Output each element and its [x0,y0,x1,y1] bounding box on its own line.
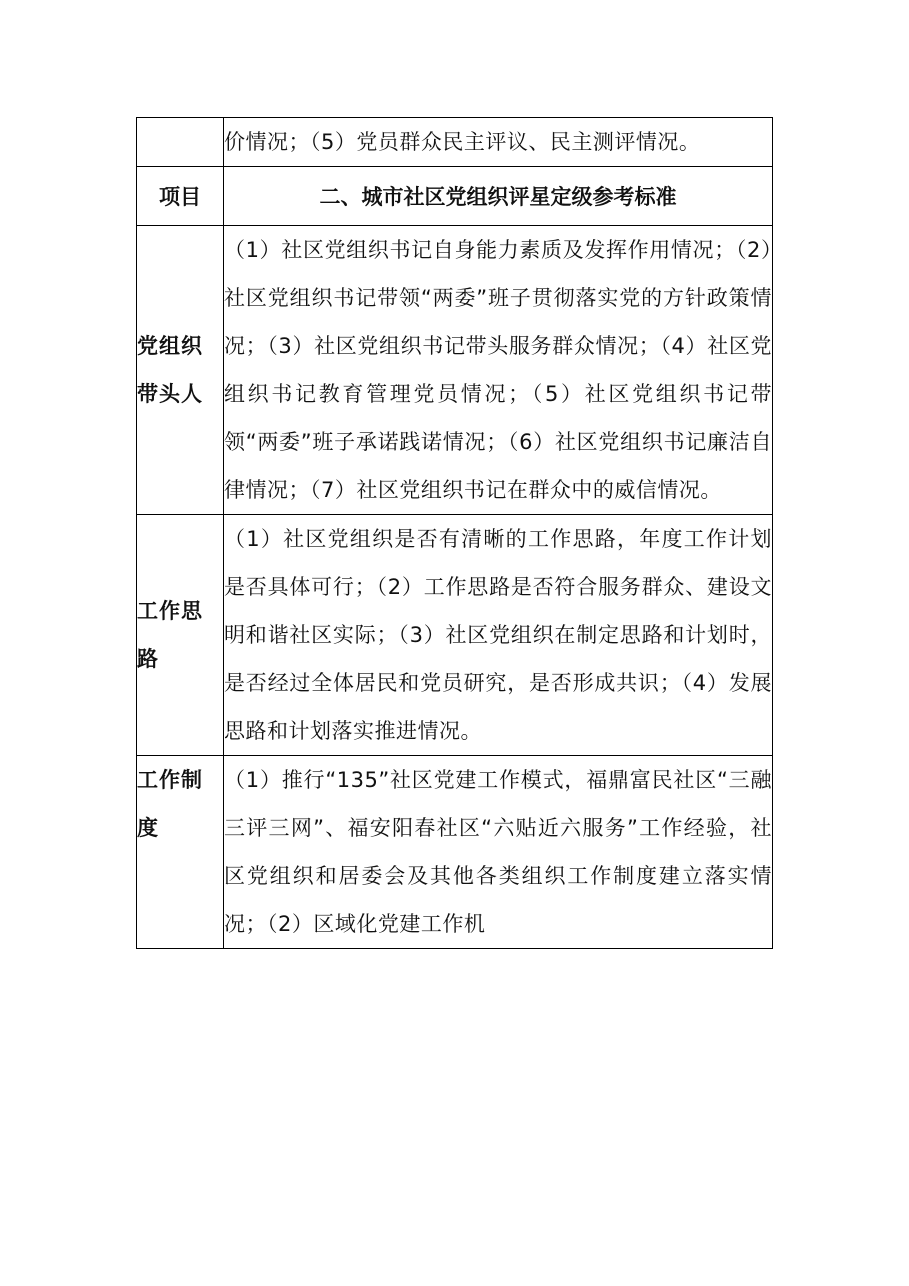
table-row-work-system [137,756,773,949]
table-row-work-ideas [137,515,773,756]
table-header-row [137,167,773,226]
row-label-empty [137,118,224,167]
row-label-leader: 党组织带头人 [137,226,224,515]
header-item-column: 项目 [137,167,224,226]
row-label-work-ideas: 工作思路 [137,515,224,756]
row-content-work-ideas: （1）社区党组织是否有清晰的工作思路，年度工作计划是否具体可行；（2）工作思路是否符合服务群众、建设文明和谐社区实际；（3）社区党组织在制定思路和计划时，是否经过全体居民和党员研究，是否形成共识；（4）发展思路和计划落实推进情况。 [224,515,773,756]
row-content-continued: 价情况；（5）党员群众民主评议、民主测评情况。 [224,118,773,167]
table-row-continued [137,118,773,167]
row-label-work-system: 工作制度 [137,756,224,949]
header-standard-column: 二、城市社区党组织评星定级参考标准 [224,167,773,226]
table-row-leader [137,226,773,515]
row-content-leader: （1）社区党组织书记自身能力素质及发挥作用情况；（2）社区党组织书记带领“两委”班子贯彻落实党的方针政策情况；（3）社区党组织书记带头服务群众情况；（4）社区党组织书记教育管理党员情况；（5）社区党组织书记带领“两委”班子承诺践诺情况；（6）社区党组织书记廉洁自律情况；（7）社区党组织书记在群众中的威信情况。 [224,226,773,515]
evaluation-table [136,117,773,949]
row-content-work-system: （1）推行“135”社区党建工作模式，福鼎富民社区“三融三评三网”、福安阳春社区“六贴近六服务”工作经验，社区党组织和居委会及其他各类组织工作制度建立落实情况；（2）区域化党建工作机 [224,756,773,949]
